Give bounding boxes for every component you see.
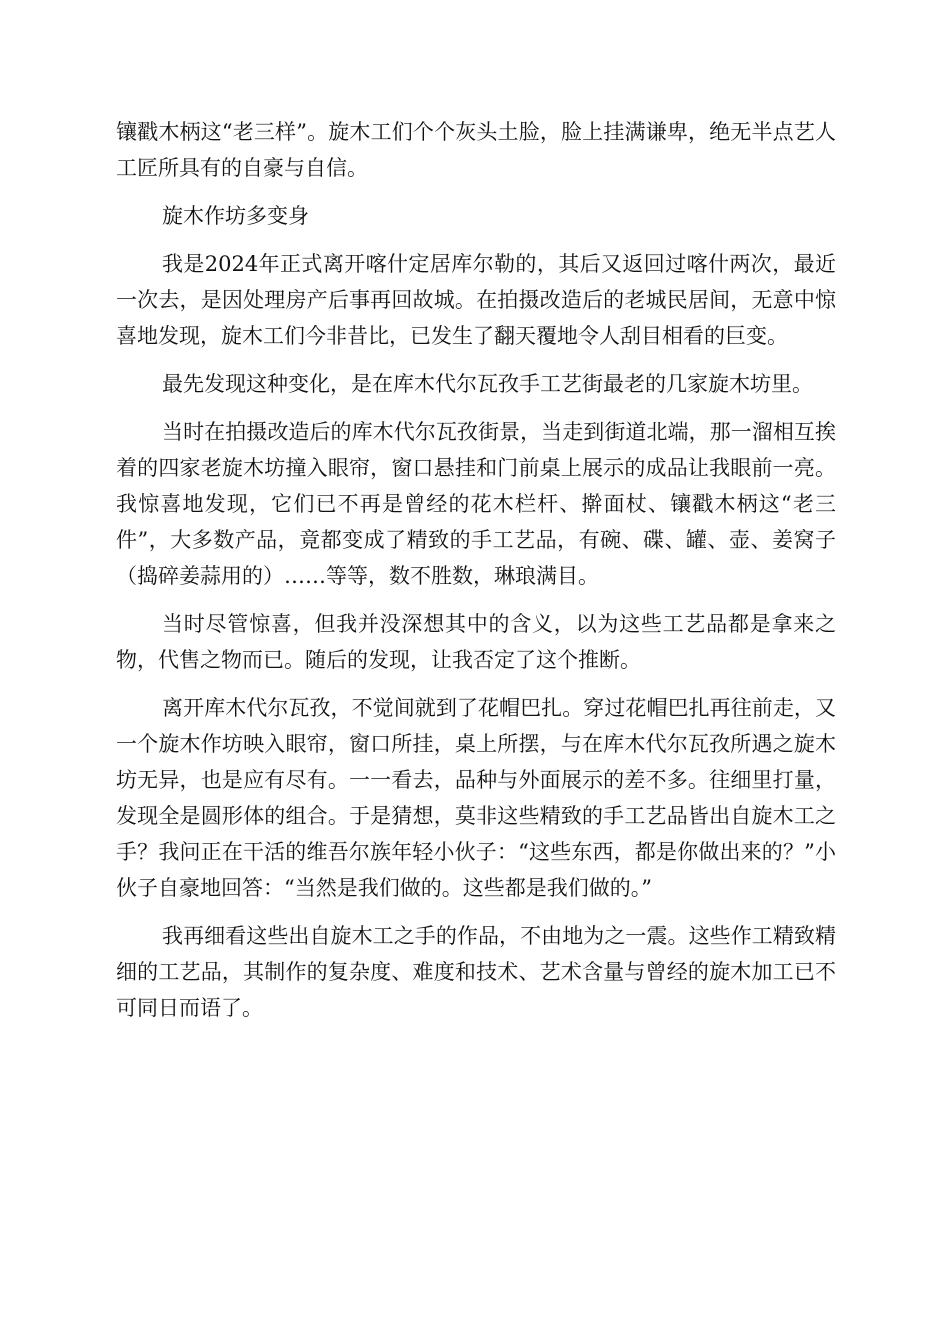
- document-page: [116, 114, 836, 1038]
- paragraph: 离开库木代尔瓦孜，不觉间就到了花帽巴扎。穿过花帽巴扎再往前走，又一个旋木作坊映入眼帘，窗口所挂，桌上所摆，与在库木代尔瓦孜所遇之旋木坊无异，也是应有尽有。一一看去，品种与外面展示的差不多。往细里打量，发现全是圆形体的组合。于是猜想，莫非这些精致的手工艺品皆出自旋木工之手？我问正在干活的维吾尔族年轻小伙子：“这些东西，都是你做出来的？”小伙子自豪地回答：“当然是我们做的。这些都是我们做的。”: [116, 696, 836, 900]
- section-heading: 旋木作坊多变身: [162, 204, 309, 228]
- paragraph: 我是2024年正式离开喀什定居库尔勒的，其后又返回过喀什两次，最近一次去，是因处理房产后事再回故城。在拍摄改造后的老城民居间，无意中惊喜地发现，旋木工们今非昔比，已发生了翻天覆地令人刮目相看的巨变。: [116, 252, 836, 348]
- paragraph: 我再细看这些出自旋木工之手的作品，不由地为之一震。这些作工精致精细的工艺品，其制作的复杂度、难度和技术、艺术含量与曾经的旋木加工已不可同日而语了。: [116, 924, 836, 1020]
- paragraph: 当时在拍摄改造后的库木代尔瓦孜街景，当走到街道北端，那一溜相互挨着的四家老旋木坊撞入眼帘，窗口悬挂和门前桌上展示的成品让我眼前一亮。我惊喜地发现，它们已不再是曾经的花木栏杆、擀面杖、镶戳木柄这“老三件”，大多数产品，竟都变成了精致的手工艺品，有碗、碟、罐、壶、姜窝子（捣碎姜蒜用的）……等等，数不胜数，琳琅满目。: [116, 420, 836, 588]
- paragraph-continued: 镶戳木柄这“老三样”。旋木工们个个灰头土脸，脸上挂满谦卑，绝无半点艺人工匠所具有的自豪与自信。: [116, 120, 836, 180]
- paragraph: 当时尽管惊喜，但我并没深想其中的含义，以为这些工艺品都是拿来之物，代售之物而已。随后的发现，让我否定了这个推断。: [116, 612, 836, 672]
- paragraph: 最先发现这种变化，是在库木代尔瓦孜手工艺街最老的几家旋木坊里。: [162, 372, 813, 396]
